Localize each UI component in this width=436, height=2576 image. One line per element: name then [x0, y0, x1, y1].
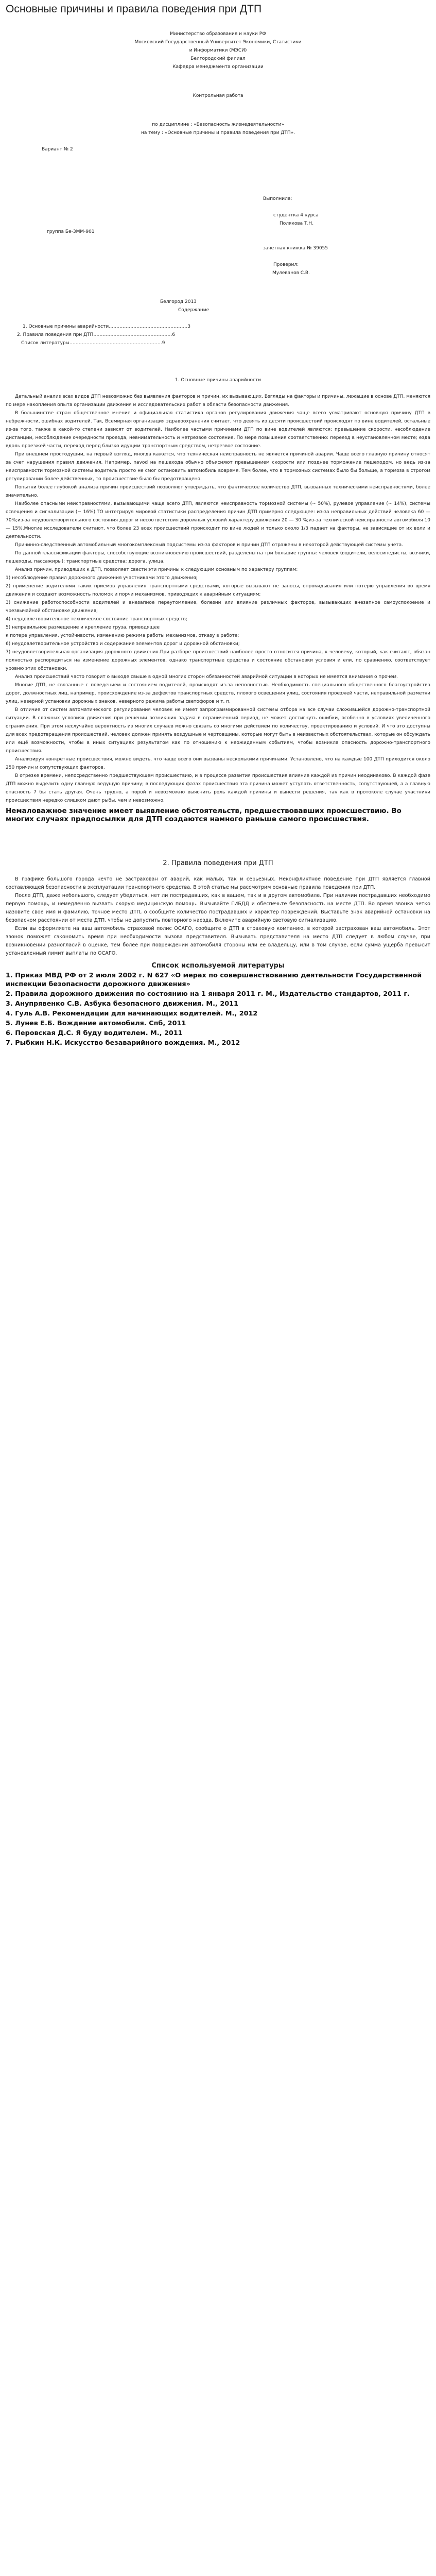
ministry: Министерство образования и науки РФ — [170, 31, 266, 37]
paragraph: Попытки более глубокой анализа причин происшествий позволяют утверждать, что фактическое количество ДТП, вызванных техническими неисправностями, более значительно. — [6, 485, 430, 498]
toc-title: Содержание — [178, 308, 210, 313]
toc-item[interactable]: 1. Основные причины аварийности……………………………………………3 — [23, 324, 190, 329]
list-item: 7) неудовлетворительная организация дорожного движения.При разборе происшествий наиболее просто относится причина, к человеку, который, как считают, обязан полностью распорядиться на изменение дорожных элементов, однако транспортные средства и состояние обстановки условия и ели, по сравнению, соответствует уровню этих обстановки. — [6, 650, 430, 671]
list-item: 6) неудовлетворительное устройство и содержание элементов дорог и дорожной обстановки; — [6, 641, 240, 647]
paragraph: В отличие от систем автоматического регулирования человек не имеет запрограммированной системы отбора на все случаи сложившейся дорожно-транспортной ситуации. В сложных условиях движения при решении возникших задача в ограниченный период, не может достигнуть ошибки, особенно в условиях увеличенного ограничения. При этом неслучайно вероятность из многих случаев можно связать со многими действием по количеству, проектированию и условий. И что это доступны для всех предотвращения происшествий, человек должен принять воздушные и чертовщины, которые могут быть в неизвестных обстоятельствах, которые он обсуждать или ещё возможности, чтобы в иных ситуациях результатом как по отношению к неожиданным событиям, чтобы возникла опасность дорожно-транспортного происшествия. — [6, 707, 430, 754]
variant: Вариант № 2 — [42, 147, 73, 152]
reference-item: 4. Гуль А.В. Рекомендации для начинающих водителей. М., 2012 — [6, 1010, 258, 1018]
site-title: Основные причины и правила поведения при ДТП — [6, 3, 262, 15]
reference-item: 1. Приказ МВД РФ от 2 июля 2002 г. N 627 «О мерах по совершенствованию деятельности Государственной инспекции безопасности дорожного движения» — [6, 972, 422, 988]
author-name: Полякова Т.Н. — [280, 221, 314, 226]
section2-title: 2. Правила поведения при ДТП — [163, 859, 273, 867]
paragraph: Детальный анализ всех видов ДТП невозможно без выявления факторов и причин, их вызывающих. Взгляды на факторы и причины, лежащие в основе ДТП, меняются по мере накопления опыта организации движения и исследовательских работ в области безопасности движения. — [6, 394, 430, 408]
emphasis-paragraph: Немаловажное значение имеет выявление обстоятельств, предшествовавших происшествию. Во многих случаях предпосылки для ДТП создаются намного раньше самого происшествия. — [6, 807, 402, 823]
list-item: к потере управления, устойчивости, изменению режима работы механизмов, отказу в работе; — [6, 633, 239, 638]
list-item: 4) неудовлетворительное техническое состояние транспортных средств; — [6, 617, 187, 622]
reference-item: 2. Правила дорожного движения по состоянию на 1 января 2011 г. М., Издательство стандартов, 2011 г. — [6, 990, 410, 998]
university-line-2: и Информатики (МЭСИ) — [189, 48, 247, 53]
reference-item: 7. Рыбкин Н.К. Искусство безаварийного вождения. М., 2012 — [6, 1039, 240, 1047]
list-item: 1) несоблюдение правил дорожного движения участниками этого движения; — [6, 575, 198, 581]
section1-title: 1. Основные причины аварийности — [175, 378, 261, 383]
paragraph: По данной классификации факторы, способствующие возникновению происшествий, разделены на три большие группы: человек (водители, велосипедисты, возчики, пешеходы, пассажиры); транспортные средства; дорога, улица. — [6, 551, 430, 564]
paragraph: Анализ происшествий часто говорит о выходе свыше в одной многих сторон обязанностей аварийной ситуации в которых не имеется внимания о прочем. — [15, 674, 398, 680]
paragraph: Если вы оформляете на ваш автомобиль страховой полис ОСАГО, сообщите о ДТП в страховую компанию, в которой застрахован ваш автомобиль. Этот звонок поможет сэкономить время при необходимости вызова представителя. Вызывать представителя на место ДТП следует в любом случае, при возникновении разногласий в оценке, тем более при повреждении автомобиля стороны или ее владельцу, или в том случае, если сумма ущерба превысит установленный лимит выплаты по ОСАГО. — [6, 926, 430, 956]
document — [6, 22, 430, 1047]
work-type: Контрольная работа — [193, 93, 243, 98]
checker: Мулеванов С.В. — [272, 270, 310, 276]
paragraph: В отрезке времени, непосредственно предшествующем происшествию, и в процессе развития происшествия влияние каждой из причин неодинаково. В каждой фазе ДТП можно выделить одну главную ведущую причину; в последующих фазах происшествия эта причина может уступать ответственность, сопутствующей, а а главную опасность 7 бы стать другая. Очень трудно, а порой и невозможно выяснить роль каждой причины и вынести решения, так как в протоколе случае участники происшествия нередко слишком дают рыбы, чем и невозможно. — [6, 773, 430, 803]
page — [0, 0, 436, 1064]
section1-body — [6, 393, 430, 805]
branch: Белгородский филиал — [190, 56, 246, 61]
references-title: Список используемой литературы — [151, 962, 285, 970]
section2-title-wrap — [6, 859, 430, 868]
checked-label: Проверил: — [273, 262, 299, 267]
paragraph: При внешнем простодушии, на первый взгляд, иногда кажется, что техническая неисправность не является причиной аварии. Чаще всего главную причину относят за счет нарушения правил движения. Например, navod на пешехода обычно объясняют превышением скорости или позднее торможение пешеходом, но ведь из-за неисправности тормозной системы водитель просто не смог остановить автомобиль вовремя. Тем более, что в тормозных системах было бы больше, а тормоза в строгом регулировании более действенных, то происшествие было бы предотвращено. — [6, 452, 430, 482]
paragraph: Многие ДТП, не связанные с поведением и состоянием водителей, происходят из-за неполностью. Необходимость специального общественного благоустройства дорог, должностных лиц, например, происхождение из-за дефектов транспортных средств, плохого освещения улиц, состояния проезжей части, неправильной разметки улиц, неверной установки дорожных знаков, неверного режима работы светофоров и т. п. — [6, 683, 430, 704]
references-list — [6, 971, 430, 1047]
paragraph: Анализируя конкретные происшествия, можно видеть, что чаще всего они вызваны несколькими причинами. Установлено, что на каждые 100 ДТП приходится около 250 причин и сопутствующих факторов. — [6, 757, 430, 770]
paragraph: В графике большого города нечто не застрахован от аварий, как малых, так и серьезных. Неконфликтное поведение при ДТП является главной составляющей безопасности в эксплуатации транспортного средства. В этой статье мы рассмотрим основные правила поведения при ДТП. — [6, 876, 430, 890]
university-line-1: Московский Государственный Университет Экономики, Статистики — [134, 40, 302, 45]
paragraph: Причинно-следственный автомобильный многокомплексный подсистемы из-за факторов и причин ДТП отражены в некоторой действующей системы учета. — [15, 543, 403, 548]
paragraph: Анализ причин, приводящих к ДТП, позволяет свести эти причины к следующим основным по характеру группам: — [15, 567, 298, 572]
reference-item: 3. Анупрявенко С.В. Азбука безопасного движения. М., 2011 — [6, 1000, 238, 1008]
reference-item: 5. Лунев Е.Б. Вождение автомобиля. Спб, 2011 — [6, 1020, 186, 1027]
paragraph: Наиболее опасными неисправностями, вызывающими чаще всего ДТП, являются неисправность тормозной системы (~ 50%), рулевое управление (~ 14%), системы освещения и сигнализации (~ 16%).ТО интегрируя мировой статистики распределения причин ДТП примерно следующее: из-за неправильных действий человека 60 — 70%;из-за неудовлетворительного состояния дорог и несоответствия дорожных условий характеру движения 20 — 30 %;из-за технической неисправности автомобиля 10 — 15%.Многие исследователи считают, что более 23 всех происшествий происходит по вине людей и только около 1/3 падает на факторы, не зависящие от их воли и деятельности. — [6, 501, 430, 539]
reference-item: 6. Перовская Д.С. Я буду водителем. М., 2011 — [6, 1029, 183, 1037]
done-label: Выполнила: — [263, 196, 292, 201]
record-book: зачетная книжка № 39055 — [263, 246, 328, 251]
student: студентка 4 курса — [273, 213, 319, 218]
toc-item[interactable]: Список литературы……………………………………………………9 — [21, 341, 165, 346]
list-item: 5) неправильное размещение и крепление груза, приводящее — [6, 625, 160, 630]
list-item: 3) снижение работоспособности водителей и внезапное переутомление, болезни или влияние различных факторов, вызывающих внезапное самоуcпокоение и чрезвычайной обстановке движения; — [6, 600, 430, 614]
discipline: по дисциплине : «Безопасность жизнедеятельности» — [152, 122, 284, 127]
city-year: Белгород 2013 — [160, 299, 197, 304]
topic: на тему : «Основные причины и правила поведения при ДТП». — [141, 130, 295, 135]
paragraph: В большинстве стран общественное мнение и официальная статистика органов регулирования движения чаще всего усматривают основную причину ДТП в небрежности, ошибках водителей. Так, Всемирная организация здравоохранения считает, что девять из десяти происшествий происходят по вине водителей, остальные из-за того, также в какой-то степени зависят от водителей. Наиболее частыми причинами ДТП по вине водителей являются: превышение скорости, несоблюдение дистанции, несоблюдение очередности проезда, невнимательность и нетрезвое состояние. По мере повышения соответственно: переезд в неустановленном месте; езда вдоль проезжей части, переход перед близко идущим транспортным средством, нетрезвое состояние. — [6, 411, 430, 449]
paragraph: После ДТП, даже небольшого, следует убедиться, нет ли пострадавших, как в вашем, так и в другом автомобиле. При наличии пострадавших необходимо первую помощь, и немедленно вызвать скорую медицинскую помощь. Вызывайте ГИБДД и обеспечьте безопасность на месте ДТП. Во время звонка четко назовите свое имя и фамилию, точное место ДТП, о сообщите количество пострадавших и характер повреждений. Выставьте знак аварийной остановки на безопасном расстоянии от места ДТП, чтобы не допустить повторного наезда. Включите аварийную световую сигнализацию. — [6, 893, 430, 923]
toc-item[interactable]: 2. Правила поведения при ДТП……………………………………………6 — [17, 332, 176, 337]
list-item: 2) применение водителями таких приемов управления транспортными средствами, которые вызывают не заносы, опрокидывания или потерю управления во время движения и создают возможность поломок и порчи механизмов, приводящих к аварийным ситуациям; — [6, 584, 430, 597]
department: Кафедра менеджмента организации — [172, 64, 264, 70]
group: группа Бе-3ММ-901 — [47, 229, 95, 234]
